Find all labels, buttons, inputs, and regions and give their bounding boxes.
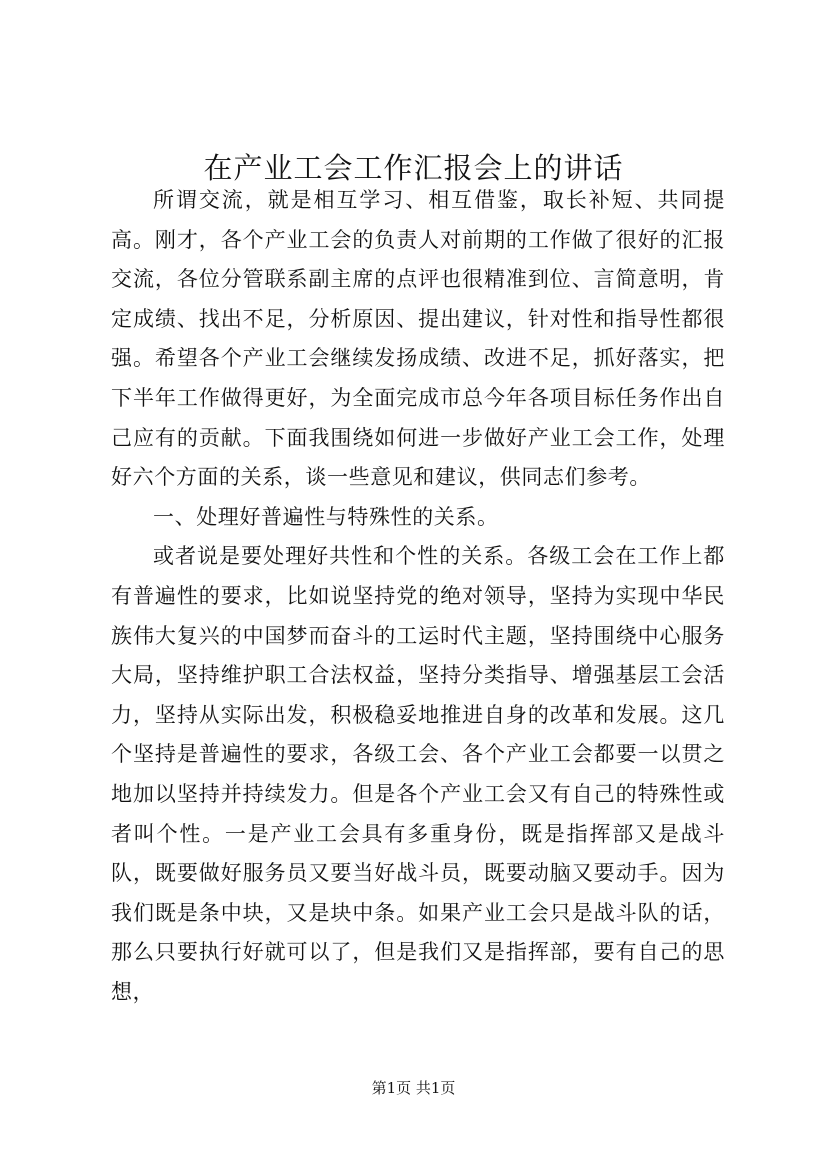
- document-body: [111, 181, 725, 1012]
- paragraph-section-1: 或者说是要处理好共性和个性的关系。各级工会在工作上都有普遍性的要求，比如说坚持党的绝对领导，坚持为实现中华民族伟大复兴的中国梦而奋斗的工运时代主题，坚持围绕中心服务大局，坚持维护职工合法权益，坚持分类指导、增强基层工会活力，坚持从实际出发，积极稳妥地推进自身的改革和发展。这几个坚持是普遍性的要求，各级工会、各个产业工会都要一以贯之地加以坚持并持续发力。但是各个产业工会又有自己的特殊性或者叫个性。一是产业工会具有多重身份，既是指挥部又是战斗队，既要做好服务员又要当好战斗员，既要动脑又要动手。因为我们既是条中块，又是块中条。如果产业工会只是战斗队的话，那么只要执行好就可以了，但是我们又是指挥部，要有自己的思想，: [111, 544, 725, 1004]
- paragraph-intro: 所谓交流，就是相互学习、相互借鉴，取长补短、共同提高。刚才，各个产业工会的负责人对前期的工作做了很好的汇报交流，各位分管联系副主席的点评也很精准到位、言简意明，肯定成绩、找出不足，分析原因、提出建议，针对性和指导性都很强。希望各个产业工会继续发扬成绩、改进不足，抓好落实，把下半年工作做得更好，为全面完成市总今年各项目标任务作出自己应有的贡献。下面我围绕如何进一步做好产业工会工作，处理好六个方面的关系，谈一些意见和建议，供同志们参考。: [111, 188, 725, 490]
- section-heading-1: 一、处理好普遍性与特殊性的关系。: [153, 504, 499, 529]
- page-footer: 第1页 共1页: [371, 1079, 456, 1097]
- document-title: 在产业工会工作汇报会上的讲话: [203, 151, 624, 185]
